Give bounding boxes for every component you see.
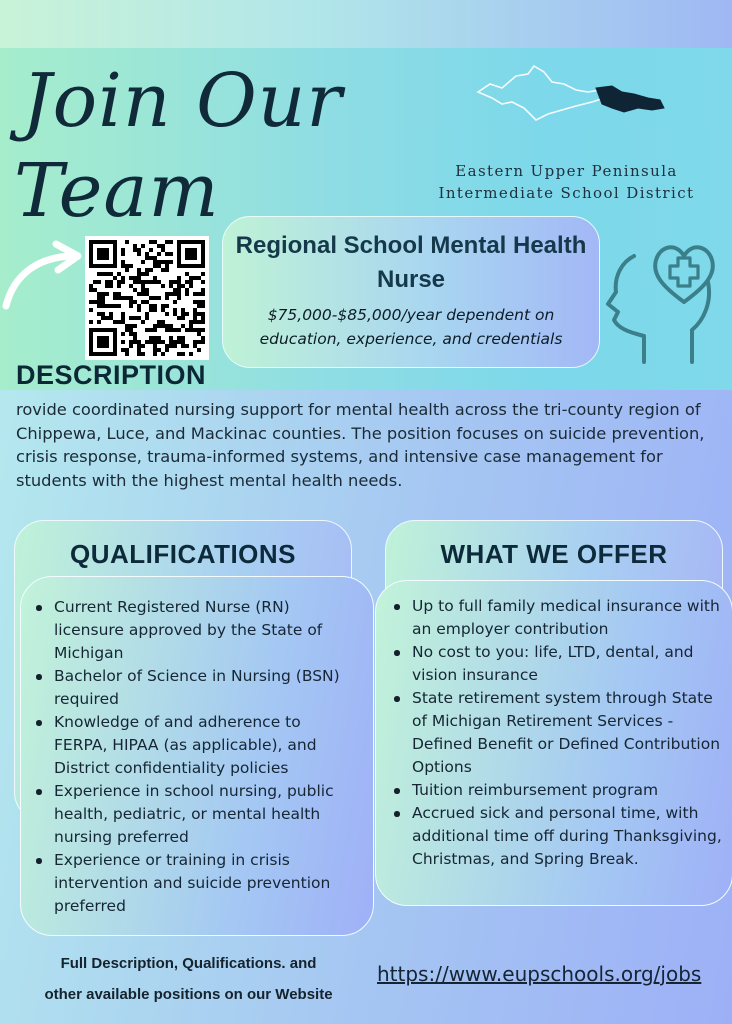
description-heading: DESCRIPTION	[16, 360, 207, 390]
list-item: Up to full family medical insurance with an employer contribution	[394, 595, 726, 641]
website-note-line-1: Full Description, Qualifications. and	[60, 955, 317, 972]
upper-peninsula-map-icon	[472, 62, 668, 124]
head-heart-medical-cross-icon	[600, 232, 726, 372]
salary-info	[223, 303, 599, 351]
description-text: rovide coordinated nursing support for mental health across the tri-county region of Chippewa, Luce, and Mackinac counties. The position focuses on suicide prevention, crisis response, trauma-informed systems, and intensive case management for students with the highest mental health needs.	[16, 400, 705, 490]
district-name	[404, 160, 729, 204]
list-item: Tuition reimbursement program	[394, 779, 726, 802]
qualifications-list	[36, 596, 358, 918]
qr-code-icon[interactable]	[85, 236, 209, 360]
jobs-website-link[interactable]: https://www.eupschools.org/jobs	[377, 962, 702, 986]
website-note-line-2: other available positions on our Website	[44, 986, 333, 1003]
website-note	[16, 948, 361, 1010]
offer-heading: WHAT WE OFFER	[440, 539, 668, 569]
curved-arrow-icon	[0, 240, 86, 312]
headline-team: Team	[14, 148, 220, 234]
list-item: Knowledge of and adherence to FERPA, HIPAA (as applicable), and District confidentiality policies	[36, 711, 358, 780]
district-line-1: Eastern Upper Peninsula	[455, 162, 678, 180]
list-item: Accrued sick and personal time, with additional time off during Thanksgiving, Christmas, and Spring Break.	[394, 802, 726, 871]
list-item: Bachelor of Science in Nursing (BSN) required	[36, 665, 358, 711]
offer-list	[394, 595, 726, 871]
salary-line-1: $75,000-$85,000/year dependent on	[267, 306, 555, 324]
list-item: Experience in school nursing, public health, pediatric, or mental health nursing preferred	[36, 780, 358, 849]
list-item: State retirement system through State of Michigan Retirement Services - Defined Benefit or Defined Contribution Options	[394, 687, 726, 779]
job-title: Regional School Mental Health Nurse	[235, 232, 587, 293]
list-item: Experience or training in crisis intervention and suicide prevention preferred	[36, 849, 358, 918]
headline-join-our: Join Our	[22, 58, 343, 144]
top-strip	[0, 0, 732, 48]
salary-line-2: education, experience, and credentials	[259, 330, 563, 348]
list-item: Current Registered Nurse (RN) licensure approved by the State of Michigan	[36, 596, 358, 665]
list-item: No cost to you: life, LTD, dental, and vision insurance	[394, 641, 726, 687]
job-title-card	[222, 216, 600, 368]
qualifications-heading: QUALIFICATIONS	[69, 539, 297, 569]
district-line-2: Intermediate School District	[438, 184, 695, 202]
